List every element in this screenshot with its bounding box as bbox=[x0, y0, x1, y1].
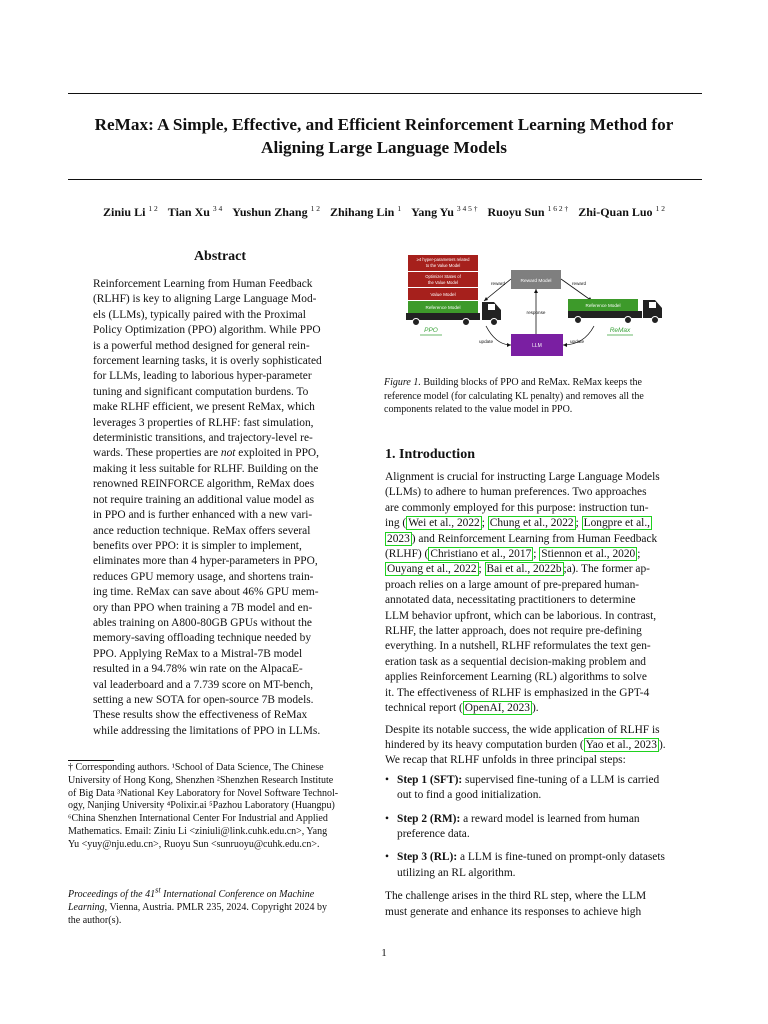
intro-line: hindered by its heavy computation burden ( Yao et al., 2023 ). bbox=[385, 738, 666, 751]
author-name: Tian Xu $^{3 4}$ bbox=[167, 204, 223, 219]
footnote-line: ⁶China Shenzhen International Center For Industrial and Applied bbox=[68, 813, 328, 825]
title-bottom-rule bbox=[68, 179, 702, 180]
abstract-heading: Abstract bbox=[193, 249, 247, 264]
abstract-line: tuning and significant computation burdens. To bbox=[93, 385, 309, 398]
paper-title bbox=[40, 113, 728, 159]
intro-line: Despite its notable success, the wide application of RLHF is bbox=[385, 723, 660, 736]
top-rule bbox=[68, 93, 702, 94]
intro-line: Ouyang et al., 2022 ; Bai et al., 2022b ;a). The former ap- bbox=[387, 563, 650, 576]
abstract-line: not require training an additional value model as bbox=[93, 493, 315, 506]
abstract-line: setting a new SOTA for open-source 7B models. bbox=[93, 693, 314, 706]
bullet-icon: • bbox=[385, 812, 389, 825]
intro-line: We recap that RLHF unfolds in three principal steps: bbox=[385, 754, 626, 767]
abstract-line: make RLHF efficient, we present ReMax, which bbox=[93, 401, 315, 414]
intro-line: annotated data, necessitating practitioners to determine bbox=[385, 594, 636, 607]
abstract-line: val leaderboard and a 7.739 score on MT-bench, bbox=[93, 678, 314, 691]
intro-paragraph-2 bbox=[385, 723, 703, 769]
ppo-reference-model-label: Reference Model bbox=[425, 305, 461, 310]
abstract-line: ables training on A800-80GB GPUs without the bbox=[93, 616, 312, 629]
footnote-rule bbox=[68, 760, 114, 761]
intro-line: are commonly employed for this purpose: instruction tun- bbox=[385, 501, 649, 514]
abstract-line: is a powerful method designed for general rein- bbox=[93, 339, 310, 352]
rlhf-steps-list bbox=[385, 773, 703, 881]
footnote-line: of Big Data ³National Key Laboratory for Novel Software Technol- bbox=[68, 787, 339, 799]
llm-label: LLM bbox=[532, 343, 542, 349]
intro-line: it. The effectiveness of RLHF is emphasized in the GPT-4 bbox=[385, 686, 650, 699]
step-line: utilizing an RL algorithm. bbox=[397, 866, 516, 879]
abstract-line: (RLHF) is key to aligning Large Language Mod- bbox=[93, 293, 317, 306]
caption-line: reference model (for calculating KL penalty) and removes all the bbox=[384, 390, 644, 402]
ppo-truck-wheel bbox=[413, 319, 420, 326]
remax-truck-wheel bbox=[575, 317, 582, 324]
abstract-line: for LLMs, leading to laborious hyper-parameter bbox=[93, 370, 312, 383]
introduction-body bbox=[385, 470, 703, 920]
abstract-line: forcement learning tasks, it is overly sophisticated bbox=[93, 355, 322, 368]
bullet-icon: • bbox=[385, 773, 389, 786]
intro-line: must generate and enhance its responses to achieve high bbox=[385, 905, 642, 918]
abstract-body bbox=[93, 277, 347, 739]
abstract-line: Policy Optimization (PPO) algorithm. While PPO bbox=[93, 324, 321, 337]
ppo-value-model-label: Value Model bbox=[430, 292, 456, 297]
intro-line: (LLMs) to adhere to human preferences. Two approaches bbox=[385, 486, 647, 499]
proceedings-line: Proceedings of the 41st International Conference on Machine bbox=[68, 886, 315, 901]
proceedings-line: the author(s). bbox=[68, 914, 122, 926]
reward-right-label: reward bbox=[572, 281, 587, 286]
intro-line: eration task as a sequential decision-making problem and bbox=[385, 655, 646, 668]
author-affiliation: 3 4 5 † bbox=[456, 204, 478, 213]
abstract-line: in PPO and is further enhanced with a new vari- bbox=[93, 509, 313, 522]
author-affiliation: 1 6 2 † bbox=[547, 204, 569, 213]
abstract-line: wards. These properties are not exploited in PPO, bbox=[93, 447, 319, 460]
author-affiliation: 1 bbox=[397, 204, 402, 213]
caption-line: components related to the value model in PPO. bbox=[384, 404, 573, 416]
footnote-line: Mathematics. Email: Ziniu Li <ziniuli@link.cuhk.edu.cn>, Yang bbox=[68, 825, 328, 837]
figure-caption bbox=[384, 376, 704, 417]
reward-left-label: reward bbox=[491, 281, 506, 286]
abstract-line: ory than PPO when training a 7B model and en- bbox=[93, 601, 313, 614]
author-name: Ziniu Li $^{1 2}$ bbox=[103, 204, 158, 219]
ppo-hyperparam-label: to the Value Model bbox=[425, 263, 461, 268]
bullet-icon: • bbox=[385, 851, 389, 864]
intro-line: The challenge arises in the third RL step, where the LLM bbox=[385, 890, 647, 903]
abstract-line: resulted in a 94.78% win rate on the AlpacaE- bbox=[93, 663, 303, 676]
step-item bbox=[385, 773, 703, 804]
step-item bbox=[385, 850, 703, 881]
author-list bbox=[40, 204, 728, 220]
figure-1-diagram bbox=[404, 252, 676, 360]
author-name: Zhi-Quan Luo $^{1 2}$ bbox=[578, 204, 665, 219]
author-name: Zhihang Lin $^1$ bbox=[329, 204, 402, 219]
intro-line: everything. In a nutshell, RLHF reformulates the text gen- bbox=[385, 640, 651, 653]
intro-line: technical report ( OpenAI, 2023 ). bbox=[385, 702, 539, 715]
abstract-line: ing time. ReMax can save about 46% GPU mem- bbox=[93, 586, 319, 599]
step-item bbox=[385, 812, 703, 843]
author-affiliation: 1 2 bbox=[655, 204, 665, 213]
step-line: Step 1 (SFT): supervised fine-tuning of a LLM is carried bbox=[397, 773, 660, 786]
remax-label: ReMax bbox=[609, 327, 631, 334]
step-line: Step 2 (RM): a reward model is learned from human bbox=[397, 812, 640, 825]
author-name: Yushun Zhang $^{1 2}$ bbox=[232, 204, 320, 219]
intro-line: RLHF, the latter approach, does not require pre-defining bbox=[385, 625, 642, 638]
abstract-line: reduces GPU memory usage, and shortens train- bbox=[93, 570, 314, 583]
abstract-line: deterministic transitions, and trajectory-level re- bbox=[93, 432, 313, 445]
abstract-line: eliminates more than 4 hyper-parameters in PPO, bbox=[93, 555, 318, 568]
intro-line: 2023 ) and Reinforcement Learning from Human Feedback bbox=[387, 532, 658, 545]
footnote-line: University of Hong Kong, Shenzhen ²Shenzhen Research Institute bbox=[68, 774, 334, 786]
abstract-line: leverages 3 properties of RLHF: fast simulation, bbox=[93, 416, 314, 429]
remax-reference-model-label: Reference Model bbox=[585, 303, 621, 308]
ppo-optimizer-label: Optimizer States of bbox=[425, 274, 461, 279]
ppo-truck-wheel bbox=[491, 319, 498, 326]
author-affiliation: 1 2 bbox=[148, 204, 158, 213]
proceedings-note bbox=[68, 885, 370, 928]
abstract-line: while addressing the limitations of PPO in LLMs. bbox=[93, 724, 321, 737]
title-line: Aligning Large Language Models bbox=[261, 138, 507, 157]
author-name: Yang Yu $^{3 4 5 \dagger}$ bbox=[411, 204, 478, 219]
reward-model-label: Reward Model bbox=[520, 279, 552, 284]
author-name: Ruoyu Sun $^{1 6 2 \dagger}$ bbox=[487, 204, 569, 219]
proceedings-line: Learning, Vienna, Austria. PMLR 235, 2024. Copyright 2024 by bbox=[68, 902, 327, 914]
intro-line: ing ( Wei et al., 2022 ; Chung et al., 2022 ; Longpre et al., bbox=[385, 517, 651, 530]
abstract-line: making it less suitable for RLHF. Building on the bbox=[93, 462, 319, 475]
abstract-line: ance reduction technique. ReMax offers several bbox=[93, 524, 311, 537]
ppo-optimizer-label: the Value Model bbox=[428, 280, 458, 285]
update-right-label: update bbox=[570, 339, 585, 344]
step-line: out to find a good initialization. bbox=[397, 789, 542, 802]
ppo-truck-wheel bbox=[463, 319, 470, 326]
abstract-line: memory-saving offloading technique needed by bbox=[93, 632, 312, 645]
abstract-line: Reinforcement Learning from Human Feedback bbox=[93, 278, 313, 290]
update-left-label: update bbox=[479, 339, 494, 344]
step-line: preference data. bbox=[397, 827, 470, 840]
intro-line: LLM behavior upfront, which can be laborious. In contrast, bbox=[385, 609, 657, 622]
intro-line: proach relies on a large amount of pre-prepared human- bbox=[385, 578, 640, 591]
author-affiliation: 1 2 bbox=[310, 204, 320, 213]
footnote-line: ogy, Nanjing University ⁴Polixir.ai ⁵Pazhou Laboratory (Huangpu) bbox=[68, 800, 335, 812]
intro-paragraph-3 bbox=[385, 889, 703, 920]
author-affiliation: 3 4 bbox=[212, 204, 223, 213]
abstract-line: PPO. Applying ReMax to a Mistral-7B model bbox=[93, 647, 303, 660]
ppo-label: PPO bbox=[424, 327, 438, 334]
abstract-line: These results show the effectiveness of ReMax bbox=[93, 709, 308, 722]
intro-line: Alignment is crucial for instructing Large Language Models bbox=[385, 471, 660, 483]
footnote-line: Yu <yuy@nju.edu.cn>, Ruoyu Sun <sunruoyu@cuhk.edu.cn>. bbox=[68, 838, 320, 850]
footnote bbox=[68, 762, 370, 852]
section-heading: 1. Introduction bbox=[385, 447, 475, 462]
remax-truck-wheel bbox=[652, 317, 659, 324]
abstract-line: benefits over PPO: it is simpler to implement, bbox=[93, 539, 302, 552]
intro-paragraph-1 bbox=[385, 470, 703, 717]
intro-line: (RLHF) ( Christiano et al., 2017 ; Stiennon et al., 2020 ; bbox=[385, 548, 641, 561]
page-number: 1 bbox=[381, 947, 387, 959]
remax-truck-wheel bbox=[625, 317, 632, 324]
title-line: ReMax: A Simple, Effective, and Efficient Reinforcement Learning Method for bbox=[94, 115, 674, 134]
step-line: Step 3 (RL): a LLM is fine-tuned on prompt-only datasets bbox=[397, 851, 665, 864]
abstract-line: els (LLMs), typically paired with the Proximal bbox=[93, 308, 306, 321]
abstract-line: renowned REINFORCE algorithm, ReMax does bbox=[93, 478, 315, 491]
response-label: response bbox=[526, 310, 546, 315]
caption-line: Figure 1. Building blocks of PPO and ReMax. ReMax keeps the bbox=[384, 377, 642, 388]
ppo-hyperparam-label: ≥4 hyper-parameters related bbox=[416, 257, 470, 262]
intro-line: applies Reinforcement Learning (RL) algorithms to solve bbox=[385, 671, 647, 684]
footnote-line: † Corresponding authors. ¹School of Data Science, The Chinese bbox=[68, 762, 324, 773]
